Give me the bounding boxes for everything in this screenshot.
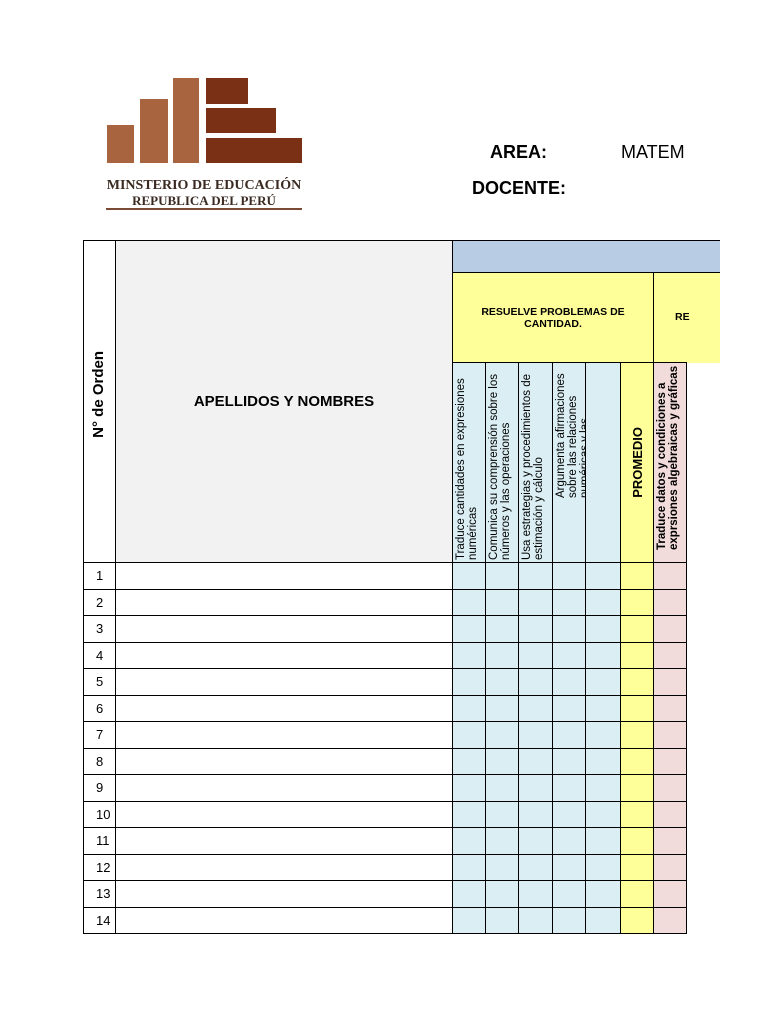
score-cell-next[interactable] <box>653 774 687 802</box>
competency-header-cantidad <box>452 272 654 363</box>
score-cell-2[interactable] <box>485 615 519 643</box>
order-cell: 14 <box>83 907 116 934</box>
capacity-label-5 <box>588 365 616 560</box>
score-cell-4[interactable] <box>552 615 586 643</box>
name-cell[interactable] <box>115 827 453 855</box>
promedio-cell <box>620 748 654 775</box>
promedio-cell <box>620 589 654 616</box>
name-cell[interactable] <box>115 880 453 908</box>
score-cell-next[interactable] <box>653 748 687 775</box>
promedio-cell <box>620 907 654 934</box>
name-cell[interactable] <box>115 748 453 775</box>
score-cell-1[interactable] <box>452 854 486 881</box>
logo-underline <box>106 208 302 210</box>
logo-bar-1 <box>107 125 134 163</box>
logo-text-ministry: MINSTERIO DE EDUCACIÓN <box>106 178 302 193</box>
score-cell-5[interactable] <box>585 615 621 643</box>
order-cell: 13 <box>83 880 116 908</box>
names-header-cell <box>115 240 453 563</box>
logo-step-2 <box>206 108 276 133</box>
logo-step-3 <box>206 138 302 163</box>
score-cell-5[interactable] <box>585 854 621 881</box>
score-cell-3[interactable] <box>518 668 553 696</box>
score-cell-1[interactable] <box>452 801 486 828</box>
promedio-label: PROMEDIO <box>630 427 645 498</box>
order-cell: 2 <box>83 589 116 616</box>
score-cell-5[interactable] <box>585 774 621 802</box>
order-cell: 4 <box>83 642 116 669</box>
promedio-cell <box>620 801 654 828</box>
score-cell-5[interactable] <box>585 721 621 749</box>
competency-header-next <box>653 272 720 363</box>
score-cell-3[interactable] <box>518 615 553 643</box>
score-cell-next[interactable] <box>653 695 687 722</box>
logo-step-1 <box>206 78 248 104</box>
order-header-label: N° de Orden <box>90 351 107 438</box>
score-cell-4[interactable] <box>552 642 586 669</box>
score-cell-1[interactable] <box>452 695 486 722</box>
promedio-cell <box>620 880 654 908</box>
score-cell-5[interactable] <box>585 907 621 934</box>
name-cell[interactable] <box>115 907 453 934</box>
score-cell-1[interactable] <box>452 827 486 855</box>
score-cell-4[interactable] <box>552 748 586 775</box>
score-cell-4[interactable] <box>552 589 586 616</box>
score-cell-5[interactable] <box>585 801 621 828</box>
promedio-cell <box>620 668 654 696</box>
score-cell-3[interactable] <box>518 642 553 669</box>
score-cell-1[interactable] <box>452 642 486 669</box>
promedio-cell <box>620 562 654 590</box>
capacity-label-2: Comunica su comprensión sobre los números y las operaciones <box>488 373 512 560</box>
score-cell-next[interactable] <box>653 721 687 749</box>
name-cell[interactable] <box>115 668 453 696</box>
score-cell-3[interactable] <box>518 562 553 590</box>
score-cell-next[interactable] <box>653 589 687 616</box>
order-cell: 7 <box>83 721 116 749</box>
score-cell-1[interactable] <box>452 668 486 696</box>
logo-text-republic: REPUBLICA DEL PERÚ <box>132 193 276 208</box>
order-cell: 6 <box>83 695 116 722</box>
score-cell-4[interactable] <box>552 880 586 908</box>
score-cell-2[interactable] <box>485 854 519 881</box>
score-cell-4[interactable] <box>552 774 586 802</box>
score-cell-3[interactable] <box>518 827 553 855</box>
score-cell-3[interactable] <box>518 774 553 802</box>
score-cell-2[interactable] <box>485 668 519 696</box>
score-cell-2[interactable] <box>485 562 519 590</box>
name-cell[interactable] <box>115 562 453 590</box>
score-cell-next[interactable] <box>653 854 687 881</box>
score-cell-2[interactable] <box>485 907 519 934</box>
score-cell-1[interactable] <box>452 721 486 749</box>
order-cell: 12 <box>83 854 116 881</box>
name-cell[interactable] <box>115 695 453 722</box>
score-cell-2[interactable] <box>485 589 519 616</box>
score-cell-next[interactable] <box>653 827 687 855</box>
score-cell-1[interactable] <box>452 562 486 590</box>
score-cell-next[interactable] <box>653 642 687 669</box>
score-cell-1[interactable] <box>452 615 486 643</box>
order-cell: 10 <box>83 801 116 828</box>
score-cell-4[interactable] <box>552 907 586 934</box>
capacity-header-2 <box>485 362 519 563</box>
order-cell: 8 <box>83 748 116 775</box>
score-cell-5[interactable] <box>585 748 621 775</box>
score-cell-5[interactable] <box>585 642 621 669</box>
capacity-header-3 <box>518 362 553 563</box>
score-cell-4[interactable] <box>552 695 586 722</box>
score-cell-3[interactable] <box>518 854 553 881</box>
score-cell-3[interactable] <box>518 695 553 722</box>
score-cell-5[interactable] <box>585 880 621 908</box>
score-cell-2[interactable] <box>485 748 519 775</box>
docente-label: DOCENTE: <box>472 178 566 198</box>
score-cell-next[interactable] <box>653 562 687 590</box>
score-cell-2[interactable] <box>485 695 519 722</box>
promedio-header <box>620 362 654 563</box>
score-cell-1[interactable] <box>452 589 486 616</box>
promedio-cell <box>620 695 654 722</box>
score-cell-1[interactable] <box>452 774 486 802</box>
score-cell-5[interactable] <box>585 827 621 855</box>
score-cell-5[interactable] <box>585 589 621 616</box>
logo-bar-2 <box>140 99 168 163</box>
area-label: AREA: <box>490 142 547 162</box>
score-cell-4[interactable] <box>552 854 586 881</box>
name-cell[interactable] <box>115 721 453 749</box>
order-cell: 9 <box>83 774 116 802</box>
score-cell-1[interactable] <box>452 907 486 934</box>
area-band <box>452 240 720 273</box>
score-cell-1[interactable] <box>452 880 486 908</box>
capacity-header-next <box>653 362 687 563</box>
score-cell-3[interactable] <box>518 589 553 616</box>
name-cell[interactable] <box>115 774 453 802</box>
score-cell-4[interactable] <box>552 827 586 855</box>
capacity-label-1: Traduce cantidades en expresiones numéricas <box>455 378 479 560</box>
order-cell: 11 <box>83 827 116 855</box>
order-cell: 1 <box>83 562 116 590</box>
score-cell-5[interactable] <box>585 562 621 590</box>
score-cell-4[interactable] <box>552 668 586 696</box>
score-cell-3[interactable] <box>518 907 553 934</box>
score-cell-2[interactable] <box>485 801 519 828</box>
capacity-label-3: Usa estrategias y procedimientos de estimación y cálculo <box>521 373 545 560</box>
score-cell-next[interactable] <box>653 880 687 908</box>
name-cell[interactable] <box>115 854 453 881</box>
order-cell: 5 <box>83 668 116 696</box>
score-cell-4[interactable] <box>552 721 586 749</box>
promedio-cell <box>620 827 654 855</box>
score-cell-3[interactable] <box>518 801 553 828</box>
order-header-cell <box>83 240 116 563</box>
score-cell-4[interactable] <box>552 562 586 590</box>
capacity-label-4: Argumenta afirmaciones sobre las relaciones <box>555 373 579 498</box>
name-cell[interactable] <box>115 801 453 828</box>
score-cell-3[interactable] <box>518 721 553 749</box>
score-cell-3[interactable] <box>518 880 553 908</box>
score-cell-5[interactable] <box>585 695 621 722</box>
score-cell-5[interactable] <box>585 668 621 696</box>
capacity-header-4 <box>552 362 586 563</box>
score-cell-2[interactable] <box>485 880 519 908</box>
promedio-cell <box>620 854 654 881</box>
score-cell-2[interactable] <box>485 774 519 802</box>
capacity-label-next: Traduce datos y condiciones a exprsiones algebraicas y gráficas <box>656 365 680 550</box>
score-cell-3[interactable] <box>518 748 553 775</box>
logo-bar-3 <box>173 78 199 163</box>
promedio-cell <box>620 642 654 669</box>
competency-label-cantidad: RESUELVE PROBLEMAS DE CANTIDAD. <box>481 305 625 330</box>
name-cell[interactable] <box>115 642 453 669</box>
ministry-logo <box>104 74 304 214</box>
score-cell-next[interactable] <box>653 907 687 934</box>
score-cell-next[interactable] <box>653 801 687 828</box>
name-cell[interactable] <box>115 615 453 643</box>
capacity-header-5 <box>585 362 621 563</box>
score-cell-next[interactable] <box>653 615 687 643</box>
promedio-cell <box>620 774 654 802</box>
score-cell-2[interactable] <box>485 642 519 669</box>
promedio-cell <box>620 615 654 643</box>
competency-label-next: RE <box>675 311 690 323</box>
name-cell[interactable] <box>115 589 453 616</box>
score-cell-1[interactable] <box>452 748 486 775</box>
score-cell-2[interactable] <box>485 721 519 749</box>
score-cell-next[interactable] <box>653 668 687 696</box>
names-header-label: APELLIDOS Y NOMBRES <box>193 393 375 410</box>
capacity-header-1 <box>452 362 486 563</box>
score-cell-2[interactable] <box>485 827 519 855</box>
score-cell-4[interactable] <box>552 801 586 828</box>
order-cell: 3 <box>83 615 116 643</box>
area-value: MATEM <box>621 142 685 162</box>
promedio-cell <box>620 721 654 749</box>
